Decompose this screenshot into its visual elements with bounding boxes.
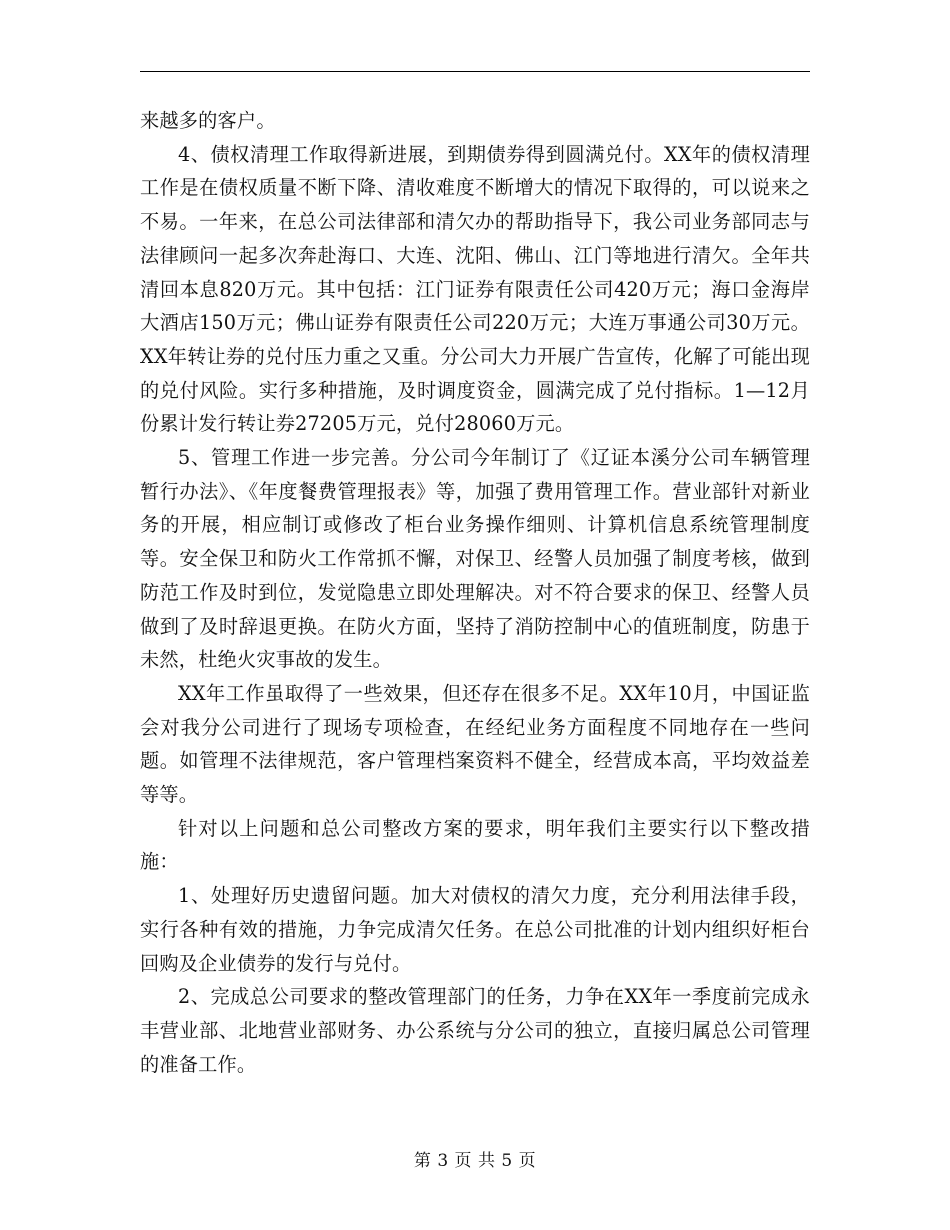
document-body	[140, 104, 810, 1081]
paragraph-measure-1: 1、处理好历史遗留问题。加大对债权的清欠力度，充分利用法律手段，实行各种有效的措施，力争完成清欠任务。在总公司批准的计划内组织好柜台回购及企业债券的发行与兑付。	[140, 884, 810, 975]
paragraph-management: 5、管理工作进一步完善。分公司今年制订了《辽证本溪分公司车辆管理暂行办法》、《年度餐费管理报表》等，加强了费用管理工作。营业部针对新业务的开展，相应制订或修改了柜台业务操作细则、计算机信息系统管理制度等。安全保卫和防火工作常抓不懈，对保卫、经警人员加强了制度考核，做到防范工作及时到位，发觉隐患立即处理解决。对不符合要求的保卫、经警人员做到了及时辞退更换。在防火方面，坚持了消防控制中心的值班制度，防患于未然，杜绝火灾事故的发生。	[140, 446, 810, 672]
paragraph-debt-clearing: 4、债权清理工作取得新进展，到期债券得到圆满兑付。XX年的债权清理工作是在债权质量不断下降、清收难度不断增大的情况下取得的，可以说来之不易。一年来，在总公司法律部和清欠办的帮助指导下，我公司业务部同志与法律顾问一起多次奔赴海口、大连、沈阳、佛山、江门等地进行清欠。全年共清回本息820万元。其中包括：江门证券有限责任公司420万元；海口金海岸大酒店150万元；佛山证券有限责任公司220万元；大连万事通公司30万元。XX年转让券的兑付压力重之又重。分公司大力开展广告宣传，化解了可能出现的兑付风险。实行多种措施，及时调度资金，圆满完成了兑付指标。1—12月份累计发行转让券27205万元，兑付28060万元。	[140, 142, 810, 436]
paragraph-measures-intro: 针对以上问题和总公司整改方案的要求，明年我们主要实行以下整改措施：	[140, 816, 810, 874]
paragraph-measure-2: 2、完成总公司要求的整改管理部门的任务，力争在XX年一季度前完成永丰营业部、北地营业部财务、办公系统与分公司的独立，直接归属总公司管理的准备工作。	[140, 985, 810, 1076]
paragraph-shortcomings: XX年工作虽取得了一些效果，但还存在很多不足。XX年10月，中国证监会对我分公司进行了现场专项检查，在经纪业务方面程度不同地存在一些问题。如管理不法律规范，客户管理档案资料不健全，经营成本高，平均效益差等等。	[140, 681, 810, 807]
header-rule	[140, 71, 810, 72]
page-number-footer: 第 3 页 共 5 页	[413, 1151, 537, 1171]
paragraph-continuation: 来越多的客户。	[140, 109, 276, 132]
